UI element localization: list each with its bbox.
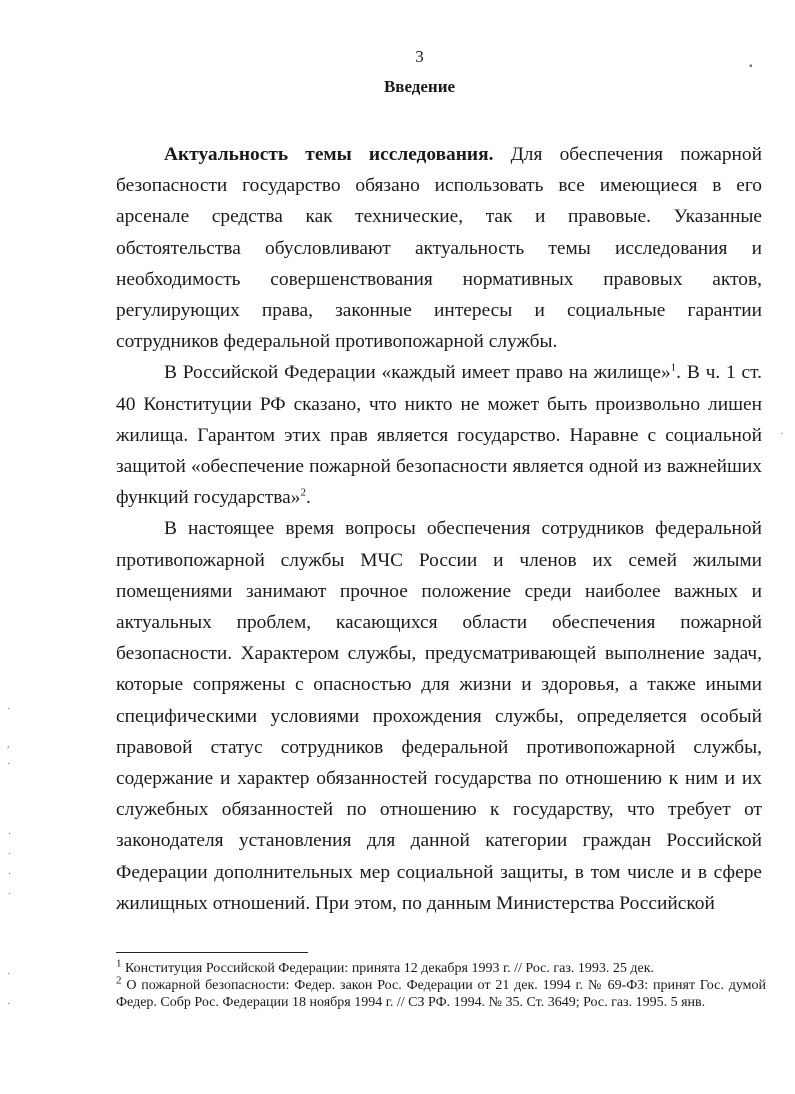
footnote-divider — [116, 952, 308, 953]
scan-speck: · — [8, 889, 12, 900]
scan-speck: · — [7, 969, 11, 980]
paragraph-1-text: Для обеспечения пожарной безопасности государство обязано использовать все имеющиеся в его арсенале средства как технические, так и правовые. Указанные обстоятельства обусловливают актуальность темы исследования и необходимость совершенствования нормативных правовых актов, регулирующих права, законные интересы и социальные гарантии сотрудников федеральной противопожарной службы. — [116, 144, 762, 353]
scan-speck: · — [8, 849, 12, 860]
scan-speck: · — [7, 759, 11, 770]
paragraph-2-part-2: . В ч. 1 ст. 40 Конституции РФ сказано, что никто не может быть произвольно лишен жилища. Гарантом этих прав является государство. Наравне с социальной защитой «обеспечение пожарной безопасности является одной из важнейших функций государства» — [116, 362, 762, 509]
footnote-2-text: О пожарной безопасности: Федер. закон Рос. Федерации от 21 дек. 1994 г. № 69-ФЗ: принят Гос. думой Федер. Собр Рос. Федерации 18 ноября 1994 г. // СЗ РФ. 1994. № 35. Ст. 3649; Рос. газ. 1995. 5 янв. — [116, 978, 766, 1010]
scan-speck: , — [7, 739, 10, 750]
footnote-1-text: Конституция Российской Федерации: принята 12 декабря 1993 г. // Рос. газ. 1993. 25 дек. — [121, 961, 655, 976]
footnote-1 — [116, 957, 766, 977]
paragraph-2-part-1: В Российской Федерации «каждый имеет право на жилище» — [164, 362, 671, 384]
paragraph-2 — [116, 357, 762, 513]
scan-speck: · — [7, 704, 11, 715]
footnote-marker-1: 1 — [116, 957, 122, 970]
footnote-marker-2: 2 — [116, 974, 122, 987]
footnote-ref-2[interactable]: 2 — [300, 486, 306, 499]
paragraph-3 — [116, 513, 762, 919]
page-number: 3 — [415, 47, 424, 66]
scan-speck: · — [7, 999, 11, 1010]
scan-speck: · — [780, 429, 784, 440]
paragraph-2-part-3: . — [305, 487, 311, 509]
footnotes — [116, 957, 766, 1011]
scan-speck: · — [8, 869, 12, 880]
body-text — [116, 139, 762, 919]
paragraph-3-text: В настоящее время вопросы обеспечения сотрудников федеральной противопожарной службы МЧС России и членов их семей жилыми помещениями занимают прочное положение среди наиболее важных и актуальных проблем, касающихся области обеспечения пожарной безопасности. Характером службы, предусматривающей выполнение задач, которые сопряжены с опасностью для жизни и здоровья, а также иными специфическими условиями прохождения службы, определяется особый правовой статус сотрудников федеральной противопожарной службы, содержание и характер обязанностей государства по отношению к ним и их служебных обязанностей по отношению к государству, что требует от законодателя установления для данной категории граждан Российской Федерации дополнительных мер социальной защиты, в том числе и в сфере жилищных отношений. При этом, по данным Министерства Российской — [116, 518, 762, 914]
footnote-ref-1[interactable]: 1 — [670, 361, 677, 374]
scan-speck: · — [8, 829, 12, 840]
paragraph-lead: Актуальность темы исследования. — [164, 144, 494, 165]
footnote-2 — [116, 974, 766, 1011]
paragraph-1 — [116, 139, 762, 357]
scan-speck: ▪ — [749, 61, 753, 72]
page-title: Введение — [383, 77, 456, 96]
